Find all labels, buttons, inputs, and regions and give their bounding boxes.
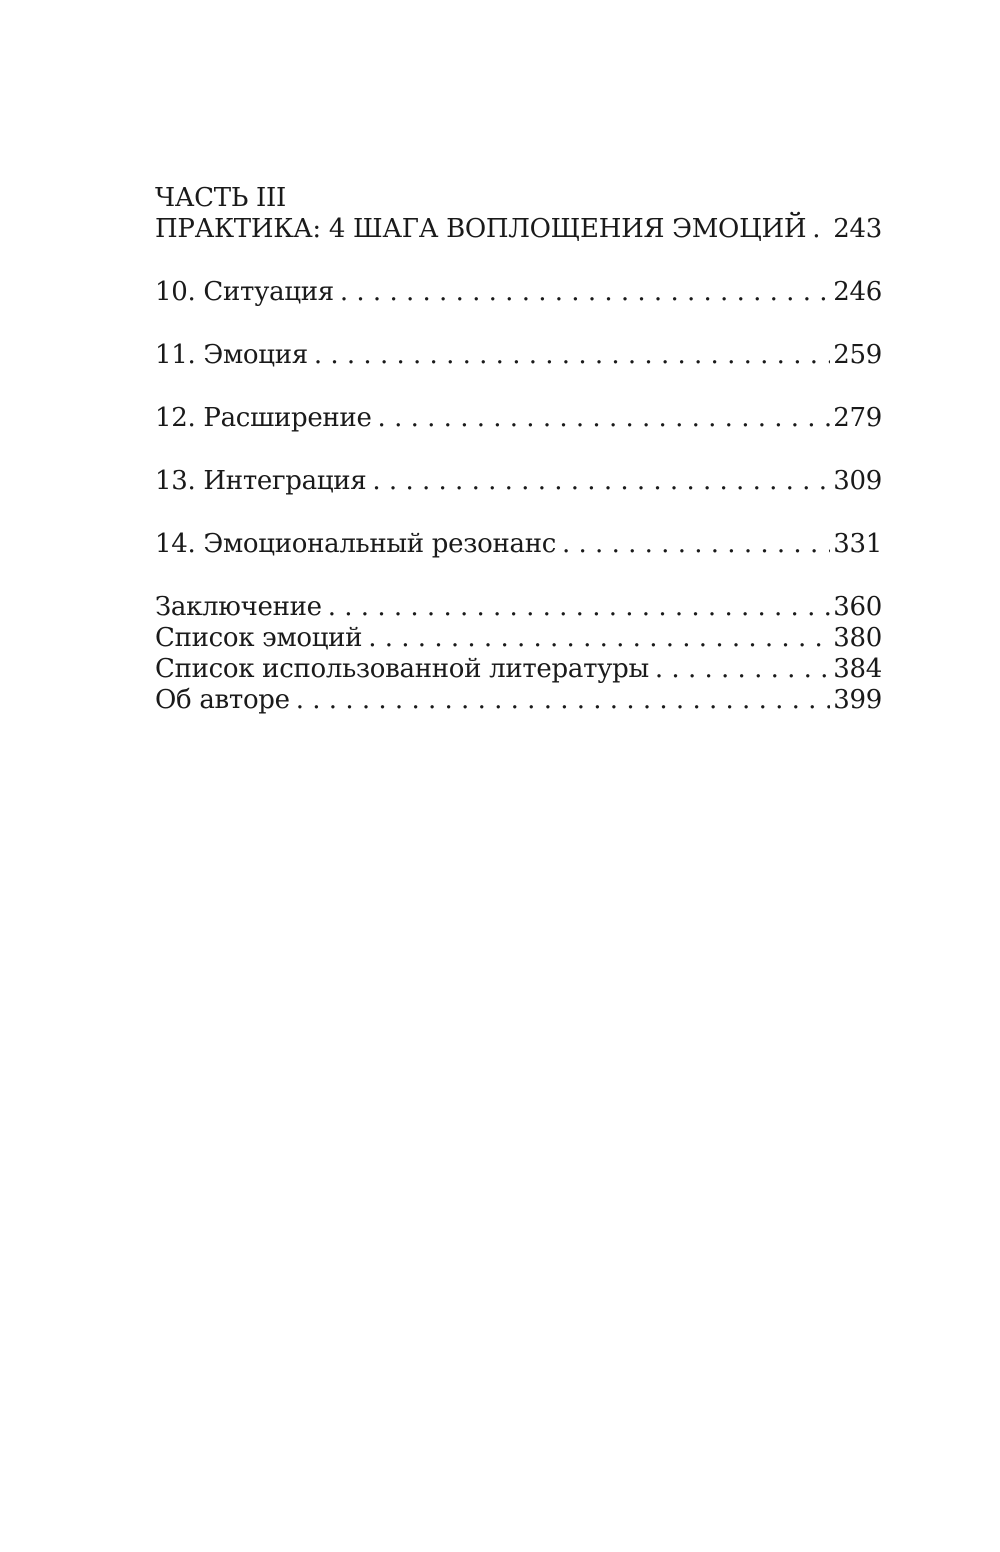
toc-entry-about-author (155, 685, 882, 716)
dot-leader (378, 403, 831, 434)
toc-entry-bibliography (155, 654, 882, 685)
toc-entry-page: 399 (833, 685, 882, 715)
part-label: ЧАСТЬ III (155, 183, 286, 213)
toc-entry-emotion-list (155, 623, 882, 654)
toc-entry-title: 14. Эмоциональный резонанс (155, 529, 556, 559)
toc-entry-part-title (155, 214, 882, 245)
toc-entry-conclusion (155, 592, 882, 623)
toc-entry-title: Список эмоций (155, 623, 363, 653)
toc-entry-page: 331 (833, 529, 882, 559)
dot-leader (340, 277, 830, 308)
toc-entry-chapter-10 (155, 277, 882, 308)
toc-entry-chapter-11 (155, 340, 882, 371)
dot-leader (296, 685, 831, 716)
dot-leader (562, 529, 830, 560)
dot-leader (328, 592, 831, 623)
toc-entry-title: Список использованной литературы (155, 654, 649, 684)
toc-entry-chapter-12 (155, 403, 882, 434)
toc-entry-title: 10. Ситуация (155, 277, 334, 307)
table-of-contents (155, 183, 882, 716)
toc-entry-page: 243 (833, 214, 882, 244)
toc-entry-page: 384 (833, 654, 882, 684)
toc-entry-page: 246 (833, 277, 882, 307)
toc-entry-title: 12. Расширение (155, 403, 372, 433)
dot-leader (812, 214, 830, 245)
toc-entry-page: 380 (833, 623, 882, 653)
toc-entry-chapter-14 (155, 529, 882, 560)
toc-entry-page: 309 (833, 466, 882, 496)
dot-leader (655, 654, 830, 685)
toc-entry-page: 259 (833, 340, 882, 370)
toc-entry-title: 11. Эмоция (155, 340, 308, 370)
toc-entry-title: 13. Интеграция (155, 466, 367, 496)
dot-leader (372, 466, 830, 497)
dot-leader (368, 623, 830, 654)
toc-entry-page: 279 (833, 403, 882, 433)
toc-entry-page: 360 (833, 592, 882, 622)
toc-entry-title: Об авторе (155, 685, 290, 715)
dot-leader (314, 340, 830, 371)
toc-entry-chapter-13 (155, 466, 882, 497)
toc-entry-title: Заключение (155, 592, 322, 622)
toc-entry-title: ПРАКТИКА: 4 ШАГА ВОПЛОЩЕНИЯ ЭМОЦИЙ (155, 214, 807, 244)
